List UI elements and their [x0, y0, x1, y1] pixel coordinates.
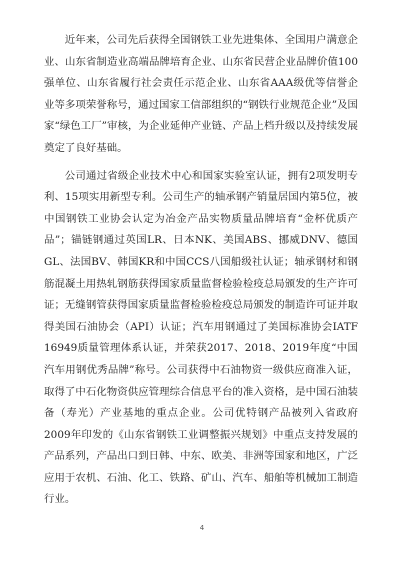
page-number: 4	[199, 524, 205, 532]
paragraph-honors: 近年来，公司先后获得全国钢铁工业先进集体、全国用户满意企业、山东省制造业高端品牌培育企业、山东省民营企业品牌价值100强单位、山东省履行社会责任示范企业、山东省AAA级优等信誉企业等多项荣誉称号，通过国家工信部组织的“钢铁行业规范企业”及国家“绿色工厂”审核，为企业延伸产业链、产品上档升级以及持续发展奠定了良好基础。	[44, 34, 358, 154]
body-text	[44, 30, 358, 517]
paragraph-certifications: 公司通过省级企业技术中心和国家实验室认证，拥有2项发明专利、15项实用新型专利。公司生产的轴承钢产销量居国内第5位，被中国钢铁工业协会认定为冶金产品实物质量品牌培育“金杯优质产品”；锚链钢通过英国LR、日本NK、美国ABS、挪威DNV、德国GL、法国BV、韩国KR和中国CCS八国船级社认证；轴承钢材和钢筋混凝土用热轧钢筋获得国家质量监督检验检疫总局颁发的生产许可证；无缝钢管获得国家质量监督检验检疫总局颁发的制造许可证并取得美国石油协会（API）认证；汽车用钢通过了美国标准协会IATF 16949质量管理体系认证，并荣获2017、2018、2019年度“中国汽车用钢优秀品牌”称号。公司获得中石油物资一级供应商准入证，取得了中石化物资供应管理综合信息平台的准入资格，是中国石油装备（寿光）产业基地的重点企业。公司优特钢产品被列入省政府2009年印发的《山东省钢铁工业调整振兴规划》中重点支持发展的产品系列，产品出口到日韩、中东、欧美、非洲等国家和地区，广泛应用于农机、石油、化工、铁路、矿山、汽车、船舶等机械加工制造行业。	[44, 169, 358, 506]
